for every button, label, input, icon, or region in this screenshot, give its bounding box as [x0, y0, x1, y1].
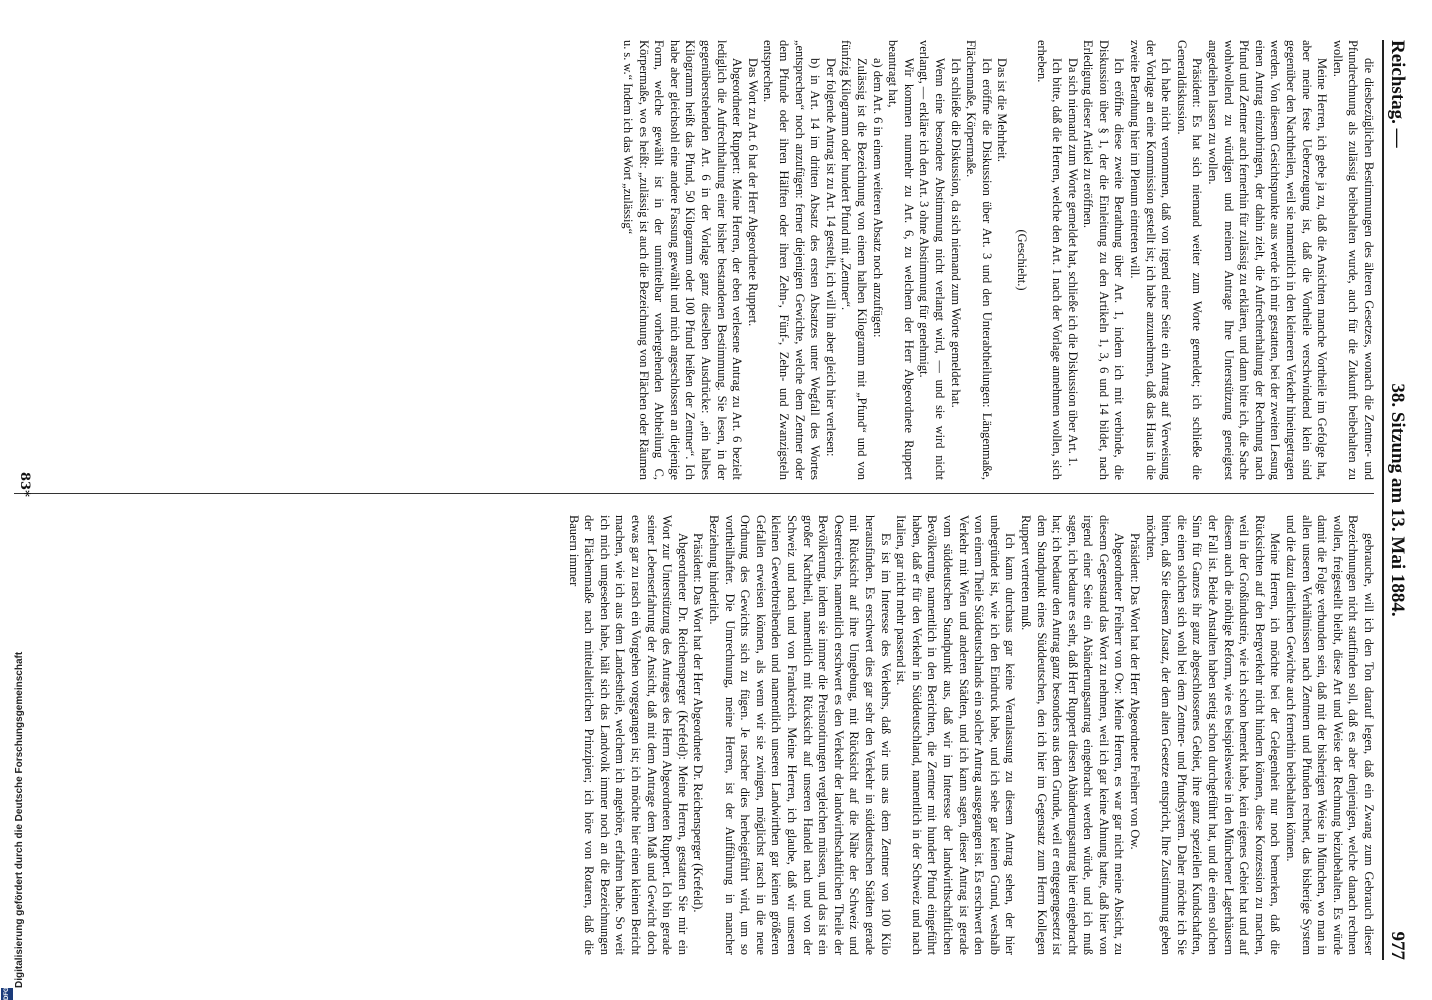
dfg-logo: DFG: [1, 988, 13, 1000]
paragraph: Meine Herren, ich gebe ja zu, daß die Ansichten manche Vortheile im Gefolge hat, aber meine feste Ueberzeugung ist, daß die Vortheile verschwindend klein sind gegenüber den Nachtheilen, weil sie namentlich in den kleineren Verkehr hineingetragen werden. Von diesem Gesichtspunkte aus werde ich mir gestatten, bei der zweiten Lesung einen Antrag einzubringen, der dahin zielt, die Aufrechterhaltung der Rechnung nach Pfund und Zentner auch fernerhin für zulässig zu erklären, und dann bitte ich, die Sache wohlwollend zu würdigen und meinem Antrage Ihre Unterstützung geneigtest angedeihen lassen zu wollen.: [1206, 40, 1330, 480]
amendment-item: a) dem Art. 6 in einem weiteren Absatz noch anzufügen:: [870, 58, 885, 338]
header-left: Reichstag. —: [1387, 40, 1408, 148]
signature-mark: 83*: [17, 472, 32, 497]
paragraph: Es ist im Interesse des Verkehrs, daß wir uns aus dem Zentner von 100 Kilo herausfinden. Es erschwert dies gar sehr den Verkehr in süddeutschen Städten gerade mit Rücksicht auf ihre Umgebung, mit Rücksicht auf die Nähe der Schweiz und Oesterreichs, namentlich erschwert es den Verkehr der landwirthschaftlichen Theile der Bevölkerung, indem sie immer die Preisnotirungen vergleichen müssen, und das ist ein großer Nachtheil, namentlich mit Rücksicht auf unseren Handel nach und von der Schweiz und nach und von Frankreich. Meine Herren, ich glaube, daß wir unseren kleinen Gewerbtreibenden und namentlich unseren Landwirthen gar keinen größeren Gefallen erweisen können, als wenn wir sie zwingen, möglichst rasch in die neue Ordnung des Gewichts sich zu fügen. Je rascher dies herbeigeführt wird, um so vortheilhafter. Die Umrechnung, meine Herren, ist der Aufführung in mancher Beziehung hinderlich.: [707, 515, 893, 955]
paragraph: Das Wort zu Art. 6 hat der Herr Abgeordnete Ruppert.: [745, 58, 760, 327]
paragraph: Präsident: Das Wort hat der Herr Abgeordnete Freiherr von Ow.: [1128, 533, 1143, 850]
page-header: [1382, 40, 1412, 960]
paragraph: Der folgende Antrag ist zu Art. 14 gestellt, ich will ihn aber gleich hier verlesen:: [823, 58, 838, 457]
speech-paragraph: Abgeordneter Dr. Reichensperger (Krefeld): Meine Herren, gestatten Sie mir ein Wort zur Unterstützung des Antrages des Herrn Abgeordneten Ruppert. Ich bin gerade seiner Lebenserfahrung der Ansicht, daß mit dem Antrage dem Maß und Gewicht doch etwas gar zu rasch ein Vorgehen vorgegangen ist; ich möchte hier einen kleinen Bericht machen, wie ich aus dem Landestheile, welchem ich angehöre, erfahren habe. So weit ich mich umgesehen habe, hält sich das Landvolk immer noch an die Bezeichnungen der Flächenmaße nach mittelalterlichen Prinzipien; ich höre von Rotaren, daß die Bauern immer: [566, 515, 690, 955]
left-column: [620, 40, 1377, 480]
header-title: 38. Sitzung am 13. Mai 1884.: [1387, 383, 1408, 617]
page-number: 977: [1387, 931, 1408, 960]
paragraph: Wenn eine besondere Abstimmung nicht verlangt wird, — und sie wird nicht verlangt, — erkläre ich den Art. 3 ohne Abstimmung für genehmigt.: [917, 40, 947, 480]
paragraph: Wir kommen nunmehr zu Art. 6, zu welchem der Herr Abgeordnete Ruppert beantragt hat,: [886, 40, 916, 480]
amendment-item: b) in Art. 14 im dritten Absatz des ersten Absatzes unter Wegfall des Wortes „entsprechen“ noch anzufügen: ferner diejenigen Gewichte, welche dem Zentner oder dem Pfunde oder ihren Hälften oder ihren Zehn-, Fünf-, Zehn- und Zwanzigsteln entsprechen.: [761, 40, 823, 480]
footer-credit: Digitalisierung gefördert durch die Deutsche Forschungsgemeinschaft: [14, 651, 25, 988]
paragraph: Meine Herren, ich möchte bei der Gelegenheit nur noch bemerken, daß die Rücksichten auf den Bergverkehr nicht hindern können, diese Konzession zu machen, weil in der Großindustrie, wie ich schon bemerkt habe, kein eigenes Gebiet hat und auf diesem auch die nöthige Reform, wie es beispielsweise in den Münchener Lagerhäusern der Fall ist. Beide Anstalten haben stetig schon durchgeführt hat, und die einen solchen Sinn für Ganzes ihr ganz abgeschlossenes Gebiet, ihre ganz speziellen Kundschaften, die einen solchen sich wohl bei dem Zentner- und Pfundsystem. Daher möchte ich Sie bitten, daß Sie diesem Zusatz, der dem alten Gesetze entspricht, Ihre Zustimmung geben möchten.: [1143, 515, 1283, 955]
amendment-text: Zulässig ist die Bezeichnung von einem halben Kilogramm mit „Pfund“ und von fünfzig Kilogramm oder hundert Pfund mit „Zentner“.: [839, 40, 869, 480]
stage-direction: (Geschieht.): [1014, 229, 1029, 291]
paragraph: Ich eröffne die Diskussion über Art. 3 und den Unterabtheilungen: Längenmaße, Flächenmaße, Körpermaße.: [964, 40, 994, 480]
paragraph: gebrauche, will ich den Ton darauf legen, daß ein Zwang zum Gebrauch dieser Bezeichnungen nicht stattfinden soll, daß es aber denjenigen, welche danach rechnen wollen, freigestellt bleibt, diese Art und Weise der Rechnung beizubehalten. Es würde damit die Folge verbunden sein, daß mit der bisherigen Weise in München, wo man in allen unseren Verhältnissen nach Zentnern und Pfunden rechnet, das bisherige System und die dazu dienlichen Gewichte auch fernerhin beibehalten können.: [1284, 515, 1376, 955]
paragraph: Präsident: Es hat sich niemand weiter zum Worte gemeldet; ich schließe die Generaldiskussion.: [1174, 40, 1205, 480]
paragraph: die diesbezüglichen Bestimmungen des älteren Gesetzes, wonach die Zentner- und Pfundrechnung als zulässig beibehalten wurde, auch für die Zukunft beibehalten zu wollen.: [1330, 40, 1376, 480]
paragraph: Ich bitte, daß die Herren, welche den Art. 1 nach der Vorlage annehmen wollen, sich erheben.: [1034, 40, 1065, 480]
column-divider: [14, 493, 1374, 494]
speech-paragraph: Abgeordneter Ruppert: Meine Herren, der eben verlesene Antrag zu Art. 6 bezielt lediglich die Aufrechthaltung einer bisher bestandenen Bestimmung. Sie lesen, in der gegenüberstehenden Art. 6 in der Vorlage ganz dieselben Ausdrücke: „ein halbes Kilogramm heißt das Pfund, 50 Kilogramm oder 100 Pfund heißen der Zentner“. Ich habe aber gleichsohl eine andere Fassung gewählt und mich angeschlossen an diejenige Form, welche gewählt ist in der unmittelbar vorhergehenden Abtheilung C, Körpermaße, wo es heißt: „zulässig ist auch die Bezeichnung von Flächen oder Räumen u. s. w.“ Indem ich das Wort „zulässig“: [621, 40, 745, 480]
paragraph: Ich schließe die Diskussion, da sich niemand zum Worte gemeldet hat.: [948, 58, 963, 408]
paragraph: Ich eröffne diese zweite Berathung über Art. 1, indem ich mit verbinde, die Diskussion über § 1, der die Einleitung zu den Artikeln 1, 3, 6 und 14 bildet, nach Erledigung dieser Artikel zu eröffnen.: [1081, 40, 1127, 480]
paragraph: Ich kann durchaus gar keine Veranlassung zu diesem Antrag sehen, der hier unbegründet ist, wie ich den Eindruck habe, und ich sehe gar keinen Grund, weshalb von einem Theile Süddeutschlands ein solcher Antrag ausgegangen ist. Es erschwert den Verkehr mit Wien und anderen Städten, und ich kann sagen, dieser Antrag ist gerade vom süddeutschen Standpunkt aus, daß wir im Interesse der landwirthschaftlichen Bevölkerung, namentlich in den Berichten, die Zentner mit hundert Pfund eingeführt haben, daß er für den Verkehr in Süddeutschland, namentlich in der Schweiz und nach Italien, gar nicht mehr passend ist.: [894, 515, 1018, 955]
speech-paragraph: Abgeordneter Freiherr von Ow: Meine Herren, es war gar nicht meine Absicht, zu diesem Gegenstand das Wort zu nehmen, weil ich gar keine Ahnung hatte, daß hier von irgend einer Seite ein Abänderungsantrag eingebracht werden würde, und ich muß sagen, ich bedaure es sehr, daß Herr Ruppert diesen Abänderungsantrag hier eingebracht hat; ich bedaure den Antrag ganz besonders aus dem Grunde, weil er entgegengesetzt ist dem Standpunkt eines Süddeutschen, den ich hier im Gegensatz zum Herrn Kollegen Ruppert vertreten muß.: [1018, 515, 1127, 955]
paragraph: Das ist die Mehrheit.: [995, 58, 1010, 162]
paragraph: Ich habe nicht vernommen, daß von irgend einer Seite ein Antrag auf Verweisung der Vorlage an eine Kommission gestellt ist; ich habe anzunehmen, daß das Haus in die zweite Berathung hier im Plenum eintreten will.: [1128, 40, 1174, 480]
right-column: [565, 515, 1376, 955]
paragraph: Präsident: Das Wort hat der Herr Abgeordnete Dr. Reichensperger (Krefeld).: [691, 533, 706, 913]
paragraph: Da sich niemand zum Worte gemeldet hat, schließe ich die Diskussion über Art. 1.: [1065, 58, 1080, 467]
